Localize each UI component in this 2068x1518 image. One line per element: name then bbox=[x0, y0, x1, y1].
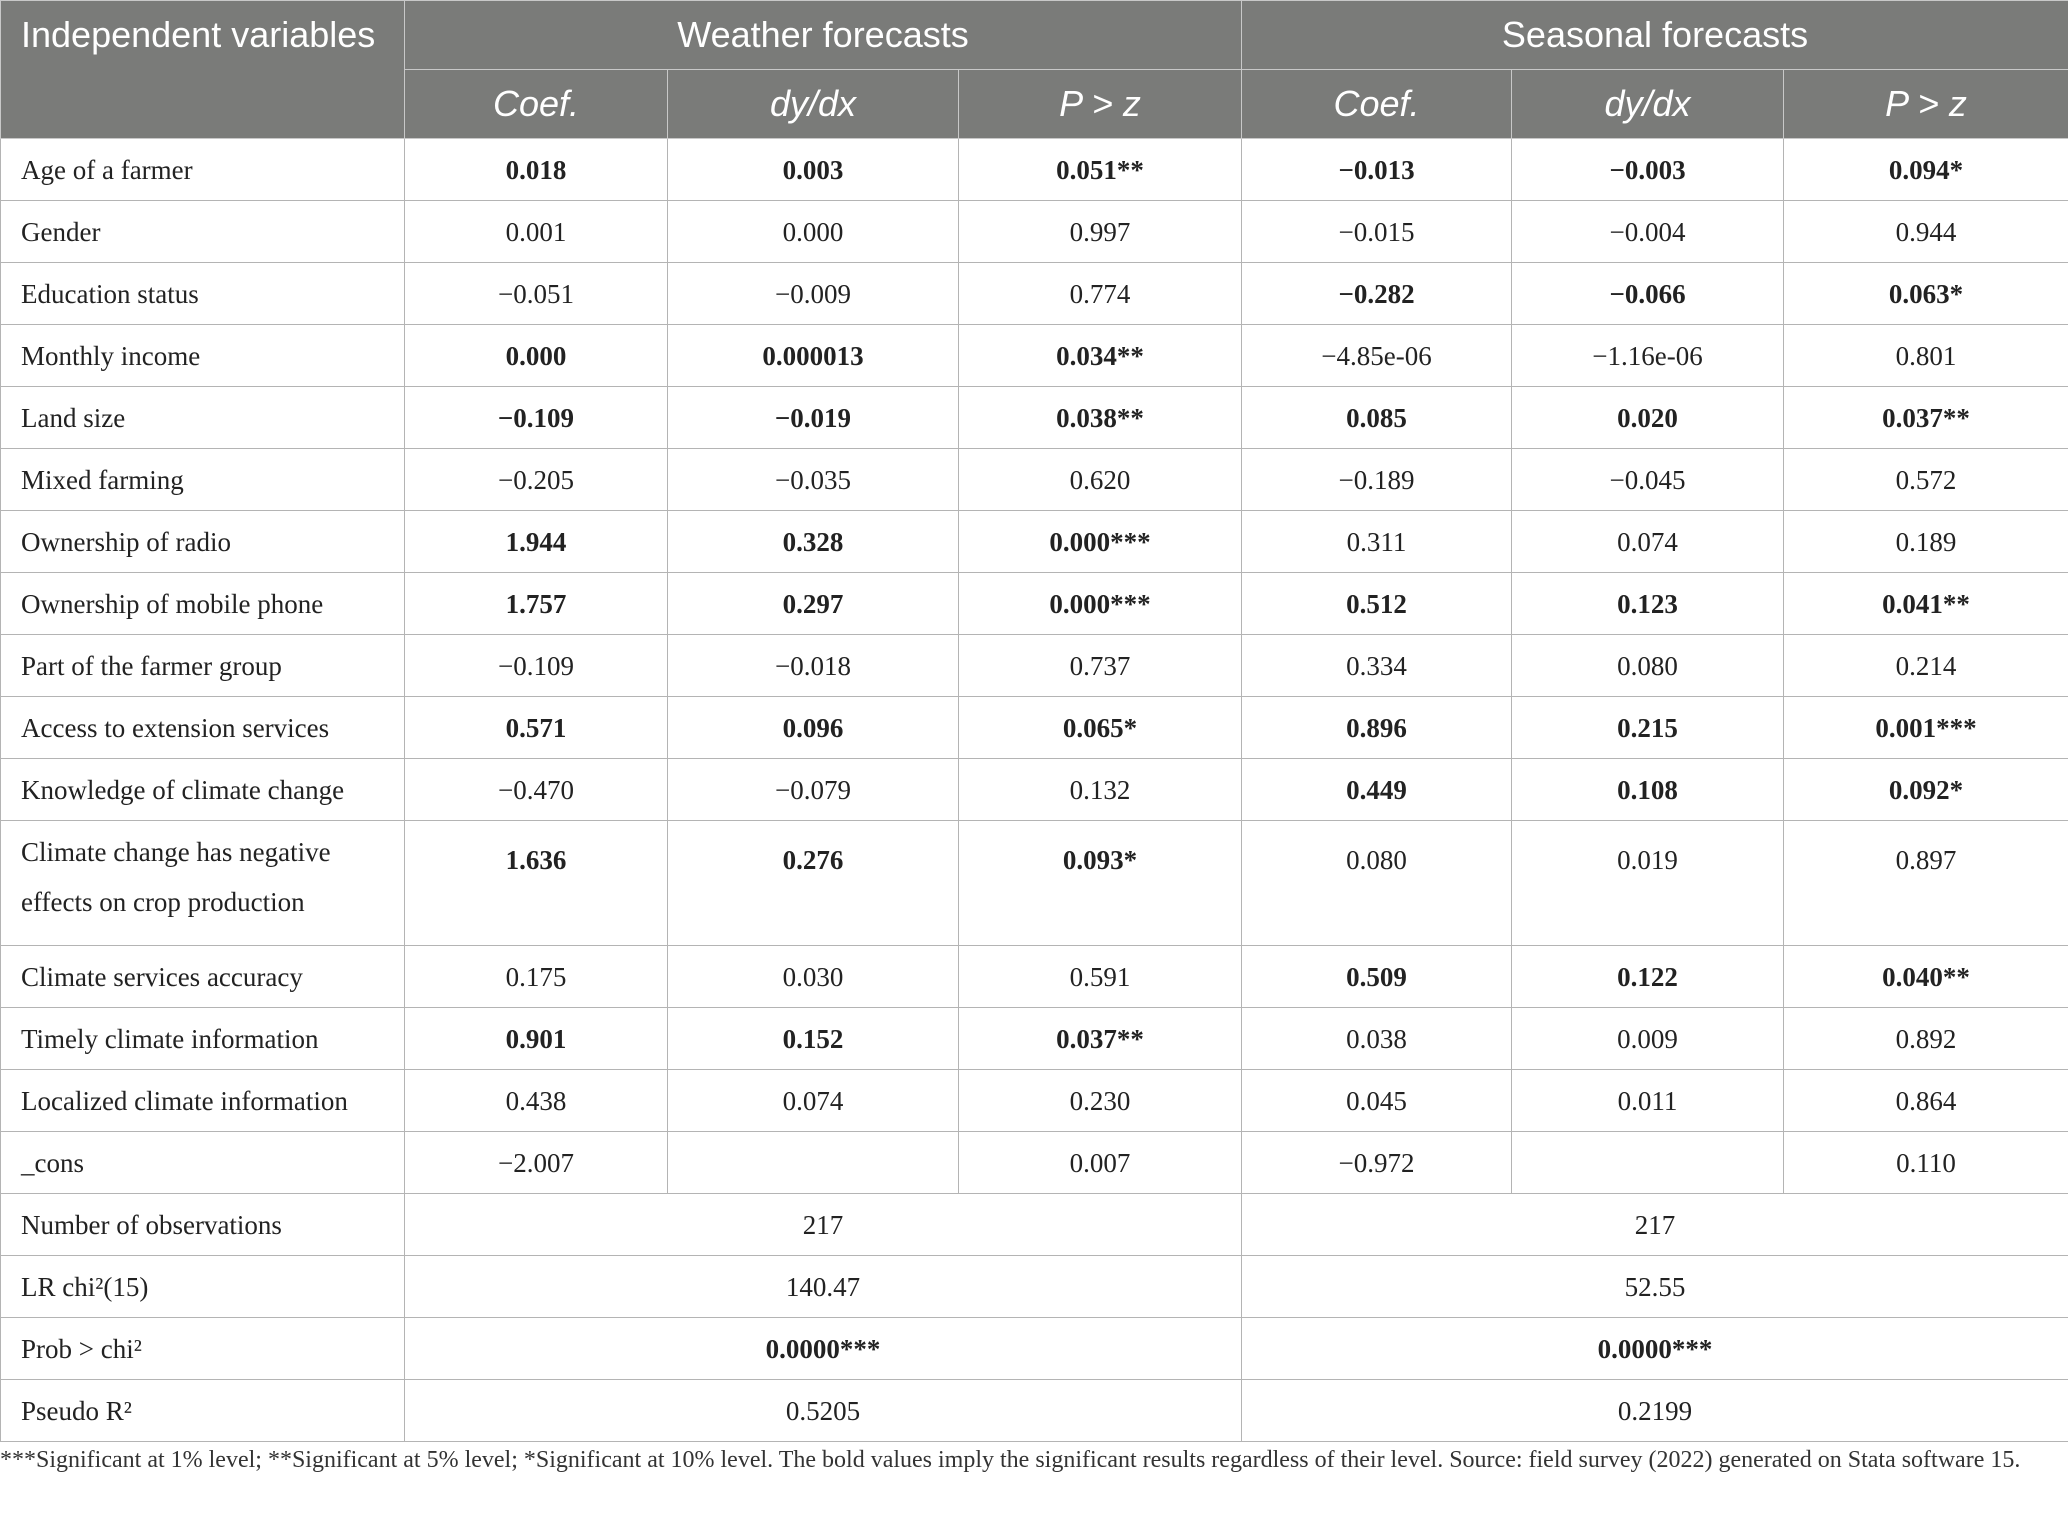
summary-row bbox=[1, 1318, 2068, 1380]
table-cell: 0.297 bbox=[668, 573, 959, 635]
table-row bbox=[1, 946, 2068, 1008]
summary-row bbox=[1, 1380, 2068, 1442]
table-cell: 0.092* bbox=[1784, 759, 2068, 821]
summary-label: Number of observations bbox=[1, 1194, 405, 1256]
table-cell: 0.074 bbox=[668, 1070, 959, 1132]
table-cell: 0.040** bbox=[1784, 946, 2068, 1008]
table-cell: −0.109 bbox=[405, 387, 668, 449]
summary-seasonal-value: 0.0000*** bbox=[1242, 1318, 2068, 1380]
row-label: Knowledge of climate change bbox=[1, 759, 405, 821]
table-cell: 0.038 bbox=[1242, 1008, 1512, 1070]
row-label: Ownership of radio bbox=[1, 511, 405, 573]
table-cell: 0.030 bbox=[668, 946, 959, 1008]
table-cell: −0.003 bbox=[1512, 139, 1784, 201]
row-label: Mixed farming bbox=[1, 449, 405, 511]
summary-seasonal-value: 52.55 bbox=[1242, 1256, 2068, 1318]
table-header bbox=[1, 1, 2068, 139]
table-cell: 0.801 bbox=[1784, 325, 2068, 387]
table-cell: 0.000013 bbox=[668, 325, 959, 387]
table-cell: 0.018 bbox=[405, 139, 668, 201]
table-cell: 0.944 bbox=[1784, 201, 2068, 263]
table-cell: 0.591 bbox=[959, 946, 1242, 1008]
summary-weather-value: 140.47 bbox=[405, 1256, 1242, 1318]
weather-coef-header: Coef. bbox=[405, 70, 668, 139]
table-cell: 0.038** bbox=[959, 387, 1242, 449]
table-cell: 0.000 bbox=[668, 201, 959, 263]
table-cell: 0.901 bbox=[405, 1008, 668, 1070]
table-cell: 0.512 bbox=[1242, 573, 1512, 635]
table-cell: 0.334 bbox=[1242, 635, 1512, 697]
summary-label: LR chi²(15) bbox=[1, 1256, 405, 1318]
row-label: Land size bbox=[1, 387, 405, 449]
table-cell: 0.065* bbox=[959, 697, 1242, 759]
table-cell: 0.449 bbox=[1242, 759, 1512, 821]
table-cell: −0.109 bbox=[405, 635, 668, 697]
row-label: Gender bbox=[1, 201, 405, 263]
table-cell: −0.282 bbox=[1242, 263, 1512, 325]
table-cell bbox=[668, 1132, 959, 1194]
table-cell: −0.018 bbox=[668, 635, 959, 697]
table-cell: −0.035 bbox=[668, 449, 959, 511]
table-cell: 0.080 bbox=[1242, 821, 1512, 946]
table-cell: −0.009 bbox=[668, 263, 959, 325]
table-row bbox=[1, 821, 2068, 946]
table-cell: 0.896 bbox=[1242, 697, 1512, 759]
table-cell: 0.020 bbox=[1512, 387, 1784, 449]
table-cell: 0.230 bbox=[959, 1070, 1242, 1132]
table-cell: 0.774 bbox=[959, 263, 1242, 325]
row-label: Climate change has negative effects on crop production bbox=[1, 821, 405, 946]
table-cell: 1.636 bbox=[405, 821, 668, 946]
summary-seasonal-value: 0.2199 bbox=[1242, 1380, 2068, 1442]
table-row bbox=[1, 325, 2068, 387]
table-cell: 0.108 bbox=[1512, 759, 1784, 821]
table-cell: 0.000 bbox=[405, 325, 668, 387]
weather-dydx-header: dy/dx bbox=[668, 70, 959, 139]
table-cell: 0.019 bbox=[1512, 821, 1784, 946]
table-cell: 0.085 bbox=[1242, 387, 1512, 449]
row-label: Timely climate information bbox=[1, 1008, 405, 1070]
table-cell: 0.074 bbox=[1512, 511, 1784, 573]
table-row bbox=[1, 387, 2068, 449]
table-cell: 0.620 bbox=[959, 449, 1242, 511]
table-cell: 0.328 bbox=[668, 511, 959, 573]
row-label: Ownership of mobile phone bbox=[1, 573, 405, 635]
table-row bbox=[1, 449, 2068, 511]
table-cell: −4.85e-06 bbox=[1242, 325, 1512, 387]
table-cell: 0.897 bbox=[1784, 821, 2068, 946]
table-cell: 0.438 bbox=[405, 1070, 668, 1132]
table-row bbox=[1, 511, 2068, 573]
row-label: Access to extension services bbox=[1, 697, 405, 759]
summary-weather-value: 0.5205 bbox=[405, 1380, 1242, 1442]
table-cell bbox=[1512, 1132, 1784, 1194]
table-cell: 0.311 bbox=[1242, 511, 1512, 573]
table-cell: 1.944 bbox=[405, 511, 668, 573]
table-cell: 0.041** bbox=[1784, 573, 2068, 635]
summary-seasonal-value: 217 bbox=[1242, 1194, 2068, 1256]
row-label: Climate services accuracy bbox=[1, 946, 405, 1008]
table-cell: −1.16e-06 bbox=[1512, 325, 1784, 387]
row-label: Part of the farmer group bbox=[1, 635, 405, 697]
table-cell: 0.276 bbox=[668, 821, 959, 946]
table-row bbox=[1, 1008, 2068, 1070]
table-cell: 0.509 bbox=[1242, 946, 1512, 1008]
table-cell: −0.015 bbox=[1242, 201, 1512, 263]
table-cell: 0.037** bbox=[959, 1008, 1242, 1070]
table-cell: 0.737 bbox=[959, 635, 1242, 697]
table-cell: 0.080 bbox=[1512, 635, 1784, 697]
table-cell: 0.122 bbox=[1512, 946, 1784, 1008]
table-cell: −0.066 bbox=[1512, 263, 1784, 325]
summary-label: Pseudo R² bbox=[1, 1380, 405, 1442]
table-cell: 0.215 bbox=[1512, 697, 1784, 759]
table-row bbox=[1, 759, 2068, 821]
row-label: Monthly income bbox=[1, 325, 405, 387]
table-cell: 0.001*** bbox=[1784, 697, 2068, 759]
table-row bbox=[1, 201, 2068, 263]
seasonal-forecasts-header: Seasonal forecasts bbox=[1242, 1, 2068, 70]
table-row bbox=[1, 573, 2068, 635]
table-row bbox=[1, 1070, 2068, 1132]
table-cell: 0.051** bbox=[959, 139, 1242, 201]
weather-forecasts-header: Weather forecasts bbox=[405, 1, 1242, 70]
table-cell: 0.009 bbox=[1512, 1008, 1784, 1070]
table-cell: 0.063* bbox=[1784, 263, 2068, 325]
table-cell: 0.096 bbox=[668, 697, 959, 759]
summary-weather-value: 217 bbox=[405, 1194, 1242, 1256]
summary-row bbox=[1, 1256, 2068, 1318]
table-cell: −0.470 bbox=[405, 759, 668, 821]
table-cell: 0.045 bbox=[1242, 1070, 1512, 1132]
summary-weather-value: 0.0000*** bbox=[405, 1318, 1242, 1380]
table-cell: 0.123 bbox=[1512, 573, 1784, 635]
table-cell: 0.152 bbox=[668, 1008, 959, 1070]
row-label: _cons bbox=[1, 1132, 405, 1194]
table-cell: 0.214 bbox=[1784, 635, 2068, 697]
row-label: Education status bbox=[1, 263, 405, 325]
row-label: Age of a farmer bbox=[1, 139, 405, 201]
table-cell: 0.132 bbox=[959, 759, 1242, 821]
table-cell: −0.079 bbox=[668, 759, 959, 821]
table-cell: −0.972 bbox=[1242, 1132, 1512, 1194]
summary-row bbox=[1, 1194, 2068, 1256]
table-cell: 0.034** bbox=[959, 325, 1242, 387]
seasonal-coef-header: Coef. bbox=[1242, 70, 1512, 139]
seasonal-dydx-header: dy/dx bbox=[1512, 70, 1784, 139]
summary-label: Prob > chi² bbox=[1, 1318, 405, 1380]
table-cell: −0.004 bbox=[1512, 201, 1784, 263]
table-row bbox=[1, 1132, 2068, 1194]
table-row bbox=[1, 697, 2068, 759]
table-row bbox=[1, 263, 2068, 325]
table-cell: 0.011 bbox=[1512, 1070, 1784, 1132]
table-cell: 0.892 bbox=[1784, 1008, 2068, 1070]
table-cell: 0.003 bbox=[668, 139, 959, 201]
table-cell: −0.019 bbox=[668, 387, 959, 449]
row-label: Localized climate information bbox=[1, 1070, 405, 1132]
independent-variables-header: Independent variables bbox=[1, 1, 405, 139]
table-cell: 0.000*** bbox=[959, 511, 1242, 573]
weather-pz-header: P > z bbox=[959, 70, 1242, 139]
table-cell: 1.757 bbox=[405, 573, 668, 635]
table-body bbox=[1, 139, 2068, 1442]
table-cell: −0.045 bbox=[1512, 449, 1784, 511]
table-cell: 0.997 bbox=[959, 201, 1242, 263]
table-cell: 0.000*** bbox=[959, 573, 1242, 635]
table-cell: 0.110 bbox=[1784, 1132, 2068, 1194]
table-cell: −0.189 bbox=[1242, 449, 1512, 511]
table-cell: 0.572 bbox=[1784, 449, 2068, 511]
table-cell: 0.001 bbox=[405, 201, 668, 263]
table-cell: 0.175 bbox=[405, 946, 668, 1008]
table-row bbox=[1, 635, 2068, 697]
seasonal-pz-header: P > z bbox=[1784, 70, 2068, 139]
table-cell: −0.205 bbox=[405, 449, 668, 511]
table-cell: 0.037** bbox=[1784, 387, 2068, 449]
table-cell: 0.189 bbox=[1784, 511, 2068, 573]
table-cell: −0.013 bbox=[1242, 139, 1512, 201]
table-cell: 0.007 bbox=[959, 1132, 1242, 1194]
table-cell: −0.051 bbox=[405, 263, 668, 325]
table-footnote: ***Significant at 1% level; **Significant at 5% level; *Significant at 10% level. The bold values imply the significant results regardless of their level. Source: field survey (2022) generated on Stata software 15. bbox=[0, 1447, 2021, 1473]
table-cell: 0.093* bbox=[959, 821, 1242, 946]
table-cell: 0.864 bbox=[1784, 1070, 2068, 1132]
table-cell: 0.094* bbox=[1784, 139, 2068, 201]
table-cell: −2.007 bbox=[405, 1132, 668, 1194]
table-cell: 0.571 bbox=[405, 697, 668, 759]
table-row bbox=[1, 139, 2068, 201]
